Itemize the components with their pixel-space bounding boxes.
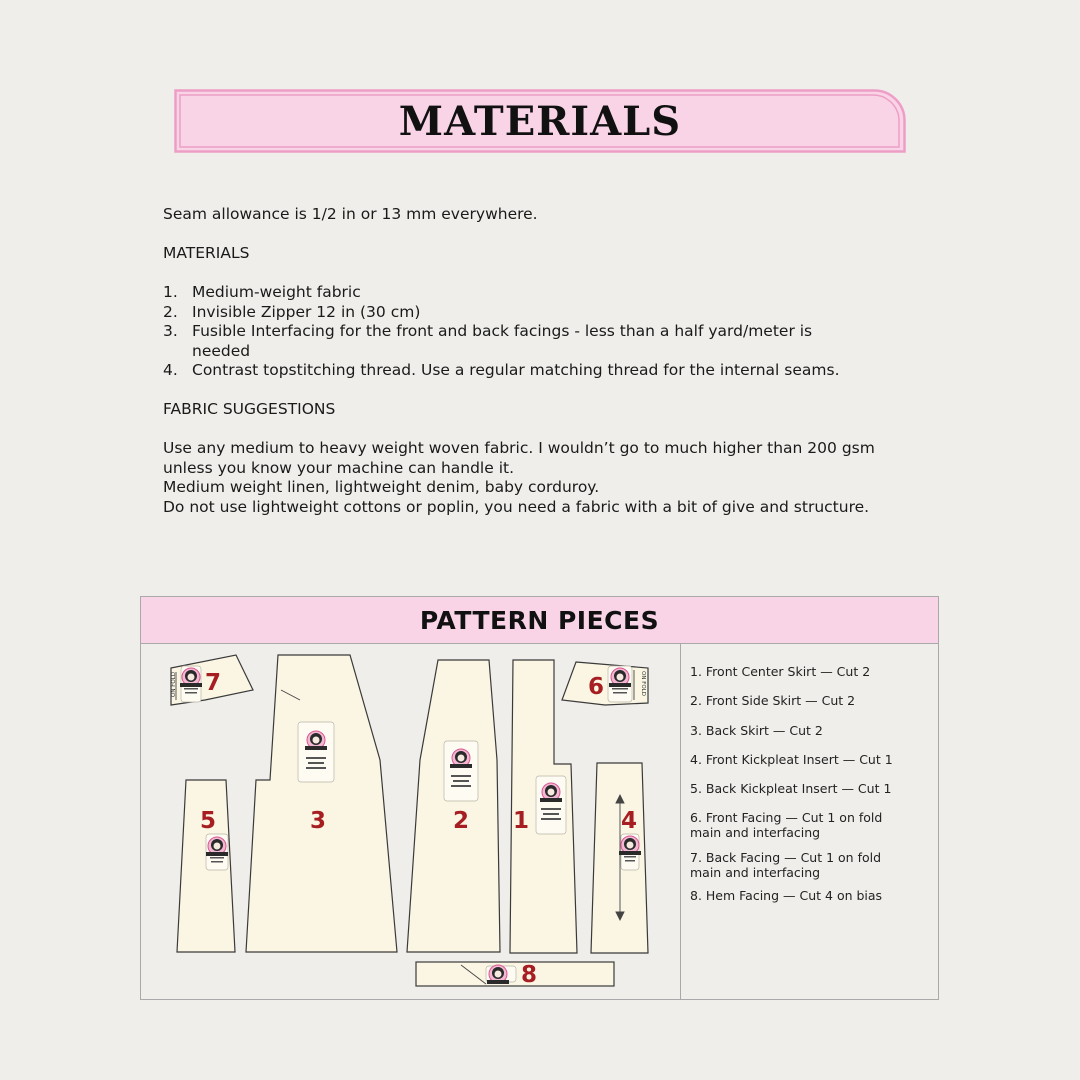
fold-label: ON FOLD [640, 671, 646, 696]
legend-item: 6. Front Facing — Cut 1 on fold main and interfacing [690, 810, 883, 840]
piece-number-6: 6 [587, 674, 605, 700]
piece-number-7: 7 [204, 670, 222, 696]
legend-item: 8. Hem Facing — Cut 4 on bias [690, 888, 883, 903]
seam-allowance-note: Seam allowance is 1/2 in or 13 mm everywhere. [163, 205, 538, 223]
page-title: MATERIALS [398, 97, 682, 145]
piece-3-shape [246, 655, 397, 952]
piece-number-2: 2 [452, 808, 470, 834]
piece-number-3: 3 [309, 808, 327, 834]
list-item: 2. Invisible Zipper 12 in (30 cm) [163, 302, 421, 321]
fabric-line: Use any medium to heavy weight woven fabric. I wouldn’t go to much higher than 200 gsm unless you know your machine can handle it. [163, 439, 875, 477]
pattern-pieces-heading: PATTERN PIECES [141, 597, 938, 644]
piece-6-shape [562, 662, 648, 705]
piece-number-4: 4 [620, 808, 638, 834]
piece-number-1: 1 [512, 808, 530, 834]
materials-heading: MATERIALS [163, 244, 250, 262]
legend-item: 2. Front Side Skirt — Cut 2 [690, 693, 856, 708]
piece-4-shape [591, 763, 648, 953]
fabric-suggestions-heading: FABRIC SUGGESTIONS [163, 400, 336, 418]
fabric-line: Do not use lightweight cottons or poplin, you need a fabric with a bit of give and structure. [163, 497, 870, 516]
piece-number-5: 5 [199, 808, 217, 834]
list-item: 3. Fusible Interfacing for the front and back facings - less than a half yard/meter is needed [163, 322, 813, 360]
fold-label: ON FOLD [171, 672, 177, 697]
legend-item: 7. Back Facing — Cut 1 on fold main and interfacing [690, 850, 882, 880]
piece-2-shape [407, 660, 500, 952]
list-item: 4. Contrast topstitching thread. Use a regular matching thread for the internal seams. [163, 361, 840, 379]
piece-number-8: 8 [520, 962, 538, 988]
legend-item: 1. Front Center Skirt — Cut 2 [690, 664, 871, 679]
list-item: 1. Medium-weight fabric [163, 283, 361, 301]
fabric-line: Medium weight linen, lightweight denim, baby corduroy. [163, 478, 600, 496]
legend-item: 4. Front Kickpleat Insert — Cut 1 [690, 752, 893, 767]
legend-item: 3. Back Skirt — Cut 2 [690, 723, 823, 738]
legend-item: 5. Back Kickpleat Insert — Cut 1 [690, 781, 892, 796]
